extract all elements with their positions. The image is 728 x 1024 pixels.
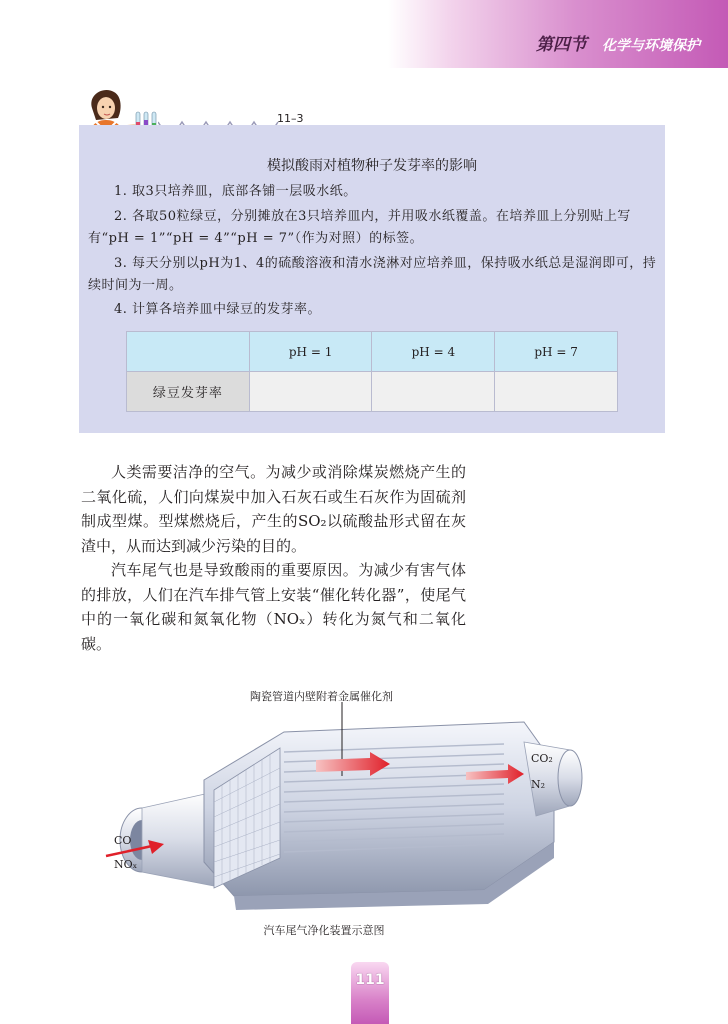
catalytic-converter-diagram	[84, 672, 590, 920]
activity-step-4: 4. 计算各培养皿中绿豆的发芽率。	[114, 302, 322, 317]
table-cell	[249, 372, 372, 412]
table-header-cell: pH = 1	[249, 332, 372, 372]
inlet-label-nox: NOₓ	[114, 858, 138, 871]
table-header-row	[127, 332, 618, 372]
header-band	[388, 0, 728, 68]
table-header-cell	[127, 332, 250, 372]
figure-caption	[0, 922, 728, 938]
table-cell	[372, 372, 495, 412]
body-text	[81, 460, 466, 656]
activity-box	[79, 125, 665, 433]
activity-step-3: 3. 每天分别以pH为1、4的硫酸溶液和清水浇淋对应培养皿，保持吸水纸总是湿润即可，持续时间为一周。	[88, 256, 657, 293]
activity-number: 11–3	[277, 112, 304, 125]
outlet-label-co2: CO₂	[531, 752, 553, 765]
outlet-label-n2: N₂	[531, 778, 546, 791]
activity-title: 模拟酸雨对植物种子发芽率的影响	[267, 158, 477, 174]
figure-caption-text: 汽车尾气净化装置示意图	[263, 924, 385, 937]
catalyst-callout: 陶瓷管道内壁附着金属催化剂	[250, 690, 393, 703]
activity-step-1: 1. 取3只培养皿，底部各铺一层吸水纸。	[114, 184, 357, 199]
paragraph-exhaust: 汽车尾气也是导致酸雨的重要原因。为减少有害气体的排放，人们在汽车排气管上安装“催化转化器”，使尾气中的一氧化碳和氮氧化物（NOₓ）转化为氮气和二氧化碳。	[81, 561, 466, 653]
inlet-label-co: CO	[114, 834, 132, 847]
germination-table	[126, 331, 618, 412]
page-number: 111	[355, 972, 385, 988]
activity-step-2: 2. 各取50粒绿豆，分别摊放在3只培养皿内，并用吸水纸覆盖。在培养皿上分别贴上写有“pH = 1”“pH = 4”“pH = 7”（作为对照）的标签。	[88, 209, 631, 246]
table-row	[127, 372, 618, 412]
table-row-label: 绿豆发芽率	[127, 372, 250, 412]
paragraph-coal: 人类需要洁净的空气。为减少或消除煤炭燃烧产生的二氧化硫，人们向煤炭中加入石灰石或生石灰作为固硫剂制成型煤。型煤燃烧后，产生的SO₂以硫酸盐形式留在灰渣中，从而达到减少污染的目的。	[81, 463, 466, 555]
section-subtitle: 化学与环境保护	[602, 38, 700, 54]
section-number: 第四节	[535, 35, 587, 55]
table-header-cell: pH = 4	[372, 332, 495, 372]
table-cell	[495, 372, 618, 412]
section-heading	[536, 30, 700, 55]
page-number-tab	[351, 962, 389, 1024]
table-header-cell: pH = 7	[495, 332, 618, 372]
